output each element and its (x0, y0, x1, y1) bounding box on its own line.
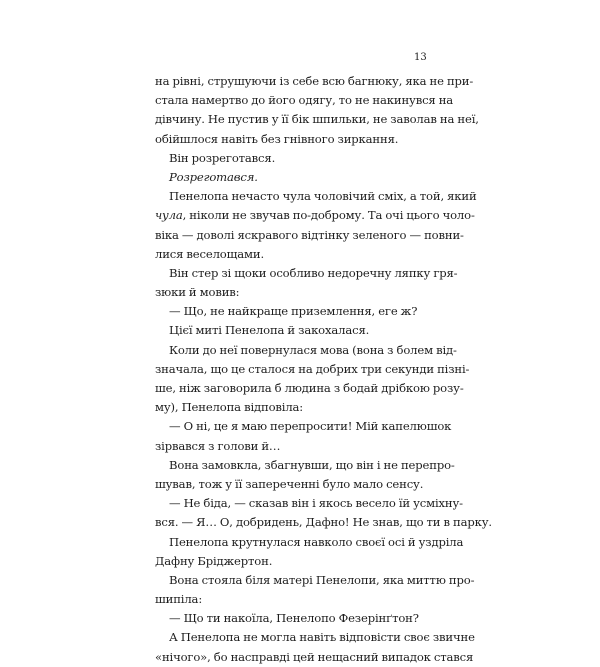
text-line: віка — доволі яскравого відтінку зеленого — повни- (155, 227, 464, 242)
text-line: Дафну Бріджертон. (155, 553, 273, 568)
text-line: «нічого», бо насправді цей нещасний випадок стався (155, 649, 474, 664)
text-line: шував, тож у її запереченні було мало сенсу. (155, 476, 424, 491)
text-line: Цієї миті Пенелопа й закохалася. (169, 323, 370, 338)
body-text (155, 72, 492, 667)
text-line: — О ні, це я маю перепросити! Мій капелюшок (169, 419, 452, 434)
text-line: — Що, не найкраще приземлення, еге ж? (169, 304, 418, 319)
emphasis: чула (155, 208, 183, 223)
text-line: вся. — Я… О, добридень, Дафно! Не знав, що ти в парку. (155, 515, 492, 530)
text-line: му), Пенелопа відповіла: (155, 400, 304, 415)
text-line: А Пенелопа не могла навіть відповісти своє звичне (169, 630, 475, 645)
text-line: Пенелопа крутнулася навколо своєї осі й уздріла (169, 534, 464, 549)
text-line: — Що ти накоїла, Пенелопо Фезерінґтон? (169, 611, 419, 626)
text-line: дівчину. Не пустив у її бік шпильки, не заволав на неї, (155, 112, 479, 127)
page-number: 13 (414, 52, 427, 63)
text-line: значала, що це сталося на добрих три секунди пізні- (155, 361, 470, 376)
text-line: Розреготався. (169, 169, 258, 184)
text-line: ше, ніж заговорила б людина з бодай дрібкою розу- (155, 381, 464, 395)
text-line: Коли до неї повернулася мова (вона з болем від- (169, 342, 457, 357)
text-line: шипіла: (155, 592, 203, 607)
text-line: обійшлося навіть без гнівного зиркання. (155, 131, 399, 146)
text-line: лися веселощами. (155, 246, 264, 261)
text-line: чула, ніколи не звучав по-доброму. Та очі цього чоло- (155, 208, 475, 223)
text-line: зірвався з голови й… (155, 438, 281, 453)
text-line: Він стер зі щоки особливо недоречну ляпку гря- (169, 265, 458, 280)
text-line: — Не біда, — сказав він і якось весело їй усміхну- (169, 496, 463, 511)
text-line: Пенелопа нечасто чула чоловічий сміх, а той, який (169, 189, 477, 204)
text-line: Вона стояла біля матері Пенелопи, яка миттю про- (169, 572, 475, 587)
text-line: Він розреготався. (169, 150, 276, 165)
text-line: зюки й мовив: (155, 285, 240, 300)
text-line: Вона замовкла, збагнувши, що він і не перепро- (169, 457, 455, 472)
text-line: стала намертво до його одягу, то не накинувся на (155, 93, 454, 108)
text-line: на рівні, струшуючи із себе всю багнюку, яка не при- (155, 74, 474, 88)
